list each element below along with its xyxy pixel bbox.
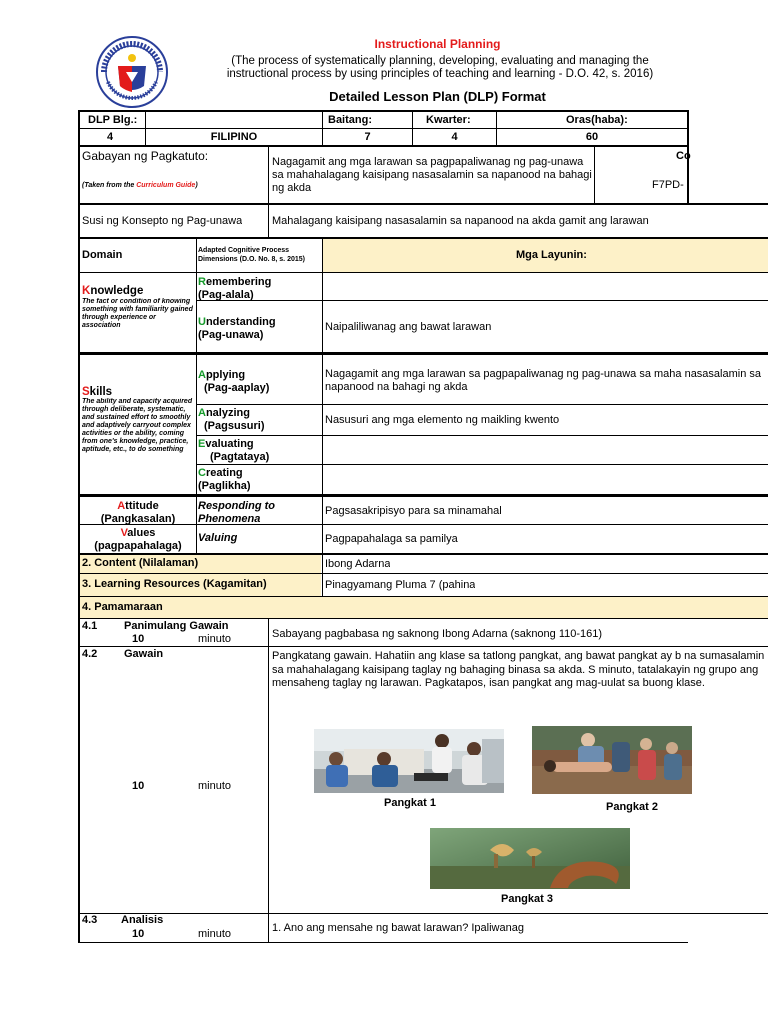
p43-unit: minuto (198, 928, 232, 940)
understanding-text: Naipaliliwanag ang bawat larawan (325, 321, 492, 333)
pangkat-3-image (430, 828, 630, 889)
pangkat-1-caption: Pangkat 1 (384, 797, 436, 809)
content-label: 2. Content (Nilalaman) (82, 557, 199, 569)
applying-label: Applying (Pag-aaplay) (198, 369, 270, 394)
oras-label: Oras(haba): (566, 114, 628, 126)
pangkat-2-caption: Pangkat 2 (606, 801, 658, 813)
applying-text: Nagagamit ang mga larawan sa pagpapaliwanag ng pag-unawa sa maha nasasalamin sa napanood na bahagi ng akda (325, 368, 762, 393)
p43-title: Analisis (121, 914, 164, 926)
resources-text: Pinagyamang Pluma 7 (pahina (325, 579, 476, 591)
attitude-level: Responding to Phenomena (198, 500, 275, 525)
skills-desc: The ability and capacity acquired through deliberate, systematic, and sustained effort to smoothly and adaptively carryout complex activities or the ability, coming from one's knowledge, practice, aptitude, etc., to do something (82, 398, 193, 453)
p43-num: 4.3 (82, 914, 98, 926)
analyzing-text: Nasusuri ang mga elemento ng maikling kwento (325, 414, 560, 426)
kwarter-value: 4 (451, 131, 458, 143)
code-value: F7PD- (652, 179, 684, 191)
code-label: Co (676, 150, 691, 162)
gabayan-text: Nagagamit ang mga larawan sa pagpapaliwanag ng pag-unawa sa mahahalagang kaisipang nasasalamin sa napanood na bahagi ng akda (272, 156, 592, 194)
subject-value: FILIPINO (210, 131, 258, 143)
resources-label: 3. Learning Resources (Kagamitan) (82, 578, 267, 590)
p41-num: 4.1 (82, 620, 98, 632)
kwarter-label: Kwarter: (426, 114, 471, 126)
p42-title: Gawain (124, 648, 164, 660)
dlp-label: DLP Blg.: (88, 114, 138, 126)
p42-text: Pangkatang gawain. Hahatiin ang klase sa tatlong pangkat, ang bawat pangkat ay b na sumasalamin sa mahahalagang kaisipang taglay ng bahaging binasa sa akda. S minuto, tatalakayin ng grupo ang mensaheng taglay ng larawan. Pagkatapos, isan pangkat ang mag-uulat sa buong klase. (272, 650, 765, 689)
pangkat-1-image (314, 729, 504, 793)
oras-value: 60 (585, 131, 599, 143)
baitang-value: 7 (364, 131, 371, 143)
p41-text: Sabayang pagbabasa ng saknong Ibong Adarna (saknong 110-161) (272, 628, 603, 640)
pangkat-2-image (532, 726, 692, 794)
layunin-label: Mga Layunin: (516, 249, 587, 261)
attitude-label: Attitude (Pangkasalan) (100, 500, 176, 525)
header-subtitle: (The process of systematically planning, developing, evaluating and managing the instructional process by using principles of teaching and learning - D.O. 42, s. 2016) (226, 55, 654, 80)
understanding-label: Understanding (Pag-unawa) (198, 316, 276, 341)
content-text: Ibong Adarna (325, 558, 391, 570)
gabayan-note: (Taken from the Curriculum Guide) (82, 182, 198, 189)
p41-mins: 10 (132, 633, 145, 645)
p43-mins: 10 (132, 928, 145, 940)
domain-label: Domain (82, 249, 123, 261)
adapted-dimensions: Adapted Cognitive Process Dimensions (D.O. No. 8, s. 2015) (198, 247, 305, 263)
baitang-label: Baitang: (328, 114, 372, 126)
creating-label: Creating (Paglikha) (198, 467, 251, 492)
header-title: Instructional Planning (374, 37, 501, 51)
p42-mins: 10 (132, 780, 145, 792)
values-label: Values (pagpapahalaga) (94, 527, 182, 552)
p43-text: 1. Ano ang mensahe ng bawat larawan? Ipaliwanag (272, 922, 524, 934)
pamamaraan-fill (80, 596, 768, 618)
p41-unit: minuto (198, 633, 232, 645)
knowledge-label: Knowledge (82, 285, 144, 297)
p41-title: Panimulang Gawain (124, 620, 229, 632)
p42-unit: minuto (198, 780, 232, 792)
pangkat-3-caption: Pangkat 3 (501, 893, 553, 905)
dlp-value: 4 (107, 131, 114, 143)
values-text: Pagpapahalaga sa pamilya (325, 533, 458, 545)
attitude-text: Pagsasakripisyo para sa minamahal (325, 505, 502, 517)
p42-num: 4.2 (82, 648, 98, 660)
analyzing-label: Analyzing (Pagsusuri) (198, 407, 265, 432)
gabayan-label: Gabayan ng Pagkatuto: (82, 150, 209, 163)
skills-label: Skills (82, 386, 113, 398)
format-title: Detailed Lesson Plan (DLP) Format (329, 89, 546, 104)
pamamaraan-label: 4. Pamamaraan (82, 601, 163, 613)
remembering-label: Remembering (Pag-alala) (198, 276, 272, 301)
susi-label: Susi ng Konsepto ng Pag-unawa (82, 215, 243, 227)
evaluating-label: Evaluating (Pagtataya) (198, 438, 270, 463)
values-level: Valuing (198, 532, 238, 544)
knowledge-desc: The fact or condition of knowing something with familiarity gained through experience or association (82, 298, 193, 329)
susi-text: Mahalagang kaisipang nasasalamin sa napanood na akda gamit ang larawan (272, 215, 649, 227)
